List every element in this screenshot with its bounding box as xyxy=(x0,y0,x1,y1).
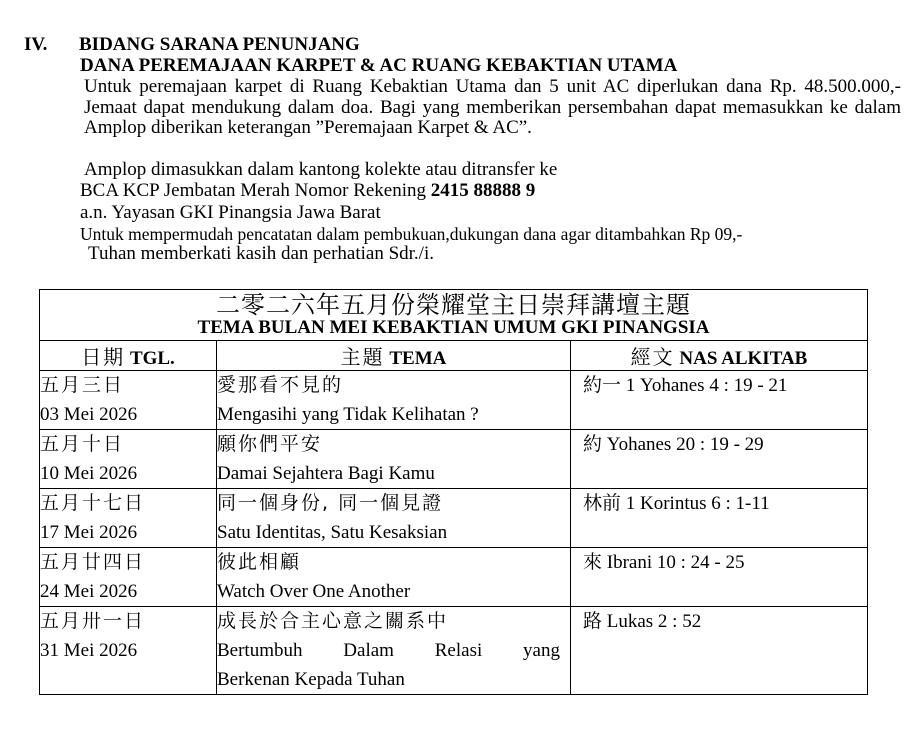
nas-cell: 來 Ibrani 10 : 24 - 25 xyxy=(571,548,868,607)
date-zh: 五月三日 xyxy=(40,374,125,396)
theme-value: Damai Sejahtera Bagi Kamu xyxy=(217,463,435,484)
header-nas-zh: 經文 xyxy=(630,345,675,369)
table-title-cell xyxy=(40,290,868,341)
bank-line-prefix: BCA KCP Jembatan Merah Nomor Rekening xyxy=(80,180,431,201)
section-subtitle: DANA PEREMAJAAN KARPET & AC RUANG KEBAKTIAN UTAMA xyxy=(80,55,678,76)
nas-cell: 約一 1 Yohanes 4 : 19 - 21 xyxy=(571,371,868,430)
table-title-row xyxy=(40,290,868,341)
table-header-row xyxy=(40,341,868,371)
header-date-label: TGL. xyxy=(129,348,175,369)
account-name: a.n. Yayasan GKI Pinangsia Jawa Barat xyxy=(80,202,381,223)
date-value: 03 Mei 2026 xyxy=(40,404,138,425)
date-cell xyxy=(40,548,217,607)
header-theme-zh: 主題 xyxy=(340,345,385,369)
theme-cell xyxy=(217,430,571,489)
header-nas xyxy=(571,341,868,371)
section-number: IV. xyxy=(24,34,48,55)
theme-cell xyxy=(217,371,571,430)
date-value: 24 Mei 2026 xyxy=(40,581,138,602)
table-title-zh: 二零二六年五月份榮耀堂主日崇拜講壇主題 xyxy=(216,291,692,319)
theme-word: Bertumbuh xyxy=(217,640,303,661)
header-date-zh: 日期 xyxy=(81,345,126,369)
section-paragraph: Untuk peremajaan karpet di Ruang Kebaktian Utama dan 5 unit AC diperlukan dana Rp. 48.500.000,- Jemaat dapat mendukung dalam doa. Bagi yang memberikan persembahan dapat memasukkan ke dalam Amplop diberikan keterangan ”Peremajaan Karpet & AC”. xyxy=(84,76,901,138)
bank-line xyxy=(80,180,535,201)
header-theme xyxy=(217,341,571,371)
theme-cell xyxy=(217,489,571,548)
theme-value: Satu Identitas, Satu Kesaksian xyxy=(217,522,448,543)
date-value: 17 Mei 2026 xyxy=(40,522,138,543)
theme-zh: 愛那看不見的 xyxy=(217,374,344,396)
table-row xyxy=(40,371,868,430)
note-line: Untuk mempermudah pencatatan dalam pembukuan,dukungan dana agar ditambahkan Rp 09,- xyxy=(80,224,743,244)
header-nas-label: NAS ALKITAB xyxy=(679,348,808,369)
theme-value: Watch Over One Another xyxy=(217,581,411,602)
date-value: 31 Mei 2026 xyxy=(40,640,138,661)
date-zh: 五月卅一日 xyxy=(40,610,146,632)
theme-line-1 xyxy=(217,636,570,665)
table-title-id: TEMA BULAN MEI KEBAKTIAN UMUM GKI PINANGSIA xyxy=(197,317,710,338)
theme-word: Relasi xyxy=(434,640,483,661)
blessing-line: Tuhan memberkati kasih dan perhatian Sdr./i. xyxy=(88,243,434,264)
date-zh: 五月廿四日 xyxy=(40,551,146,573)
table-row xyxy=(40,607,868,695)
theme-zh: 同一個身份, 同一個見證 xyxy=(217,492,444,514)
theme-value: Mengasihi yang Tidak Kelihatan ? xyxy=(217,404,479,425)
theme-cell xyxy=(217,548,571,607)
table-row xyxy=(40,430,868,489)
theme-word: yang xyxy=(523,640,560,661)
sermon-theme-table xyxy=(39,289,868,695)
account-number: 2415 88888 9 xyxy=(430,180,536,201)
date-cell xyxy=(40,607,217,695)
date-value: 10 Mei 2026 xyxy=(40,463,138,484)
table-row xyxy=(40,548,868,607)
theme-zh: 願你們平安 xyxy=(217,433,323,455)
theme-zh: 彼此相顧 xyxy=(217,551,302,573)
date-zh: 五月十七日 xyxy=(40,492,146,514)
section-heading xyxy=(24,34,360,55)
theme-cell xyxy=(217,607,571,695)
date-zh: 五月十日 xyxy=(40,433,125,455)
date-cell xyxy=(40,430,217,489)
date-cell xyxy=(40,489,217,548)
nas-cell: 約 Yohanes 20 : 19 - 29 xyxy=(571,430,868,489)
amplop-line: Amplop dimasukkan dalam kantong kolekte atau ditransfer ke xyxy=(84,159,558,180)
date-cell xyxy=(40,371,217,430)
nas-cell: 路 Lukas 2 : 52 xyxy=(571,607,868,695)
section-title: BIDANG SARANA PENUNJANG xyxy=(79,34,360,55)
nas-cell: 林前 1 Korintus 6 : 1-11 xyxy=(571,489,868,548)
theme-zh: 成長於合主心意之關系中 xyxy=(217,610,449,632)
header-theme-label: TEMA xyxy=(389,348,447,369)
theme-word: Dalam xyxy=(343,640,394,661)
theme-line-2: Berkenan Kepada Tuhan xyxy=(217,669,405,690)
table-row xyxy=(40,489,868,548)
header-date xyxy=(40,341,217,371)
